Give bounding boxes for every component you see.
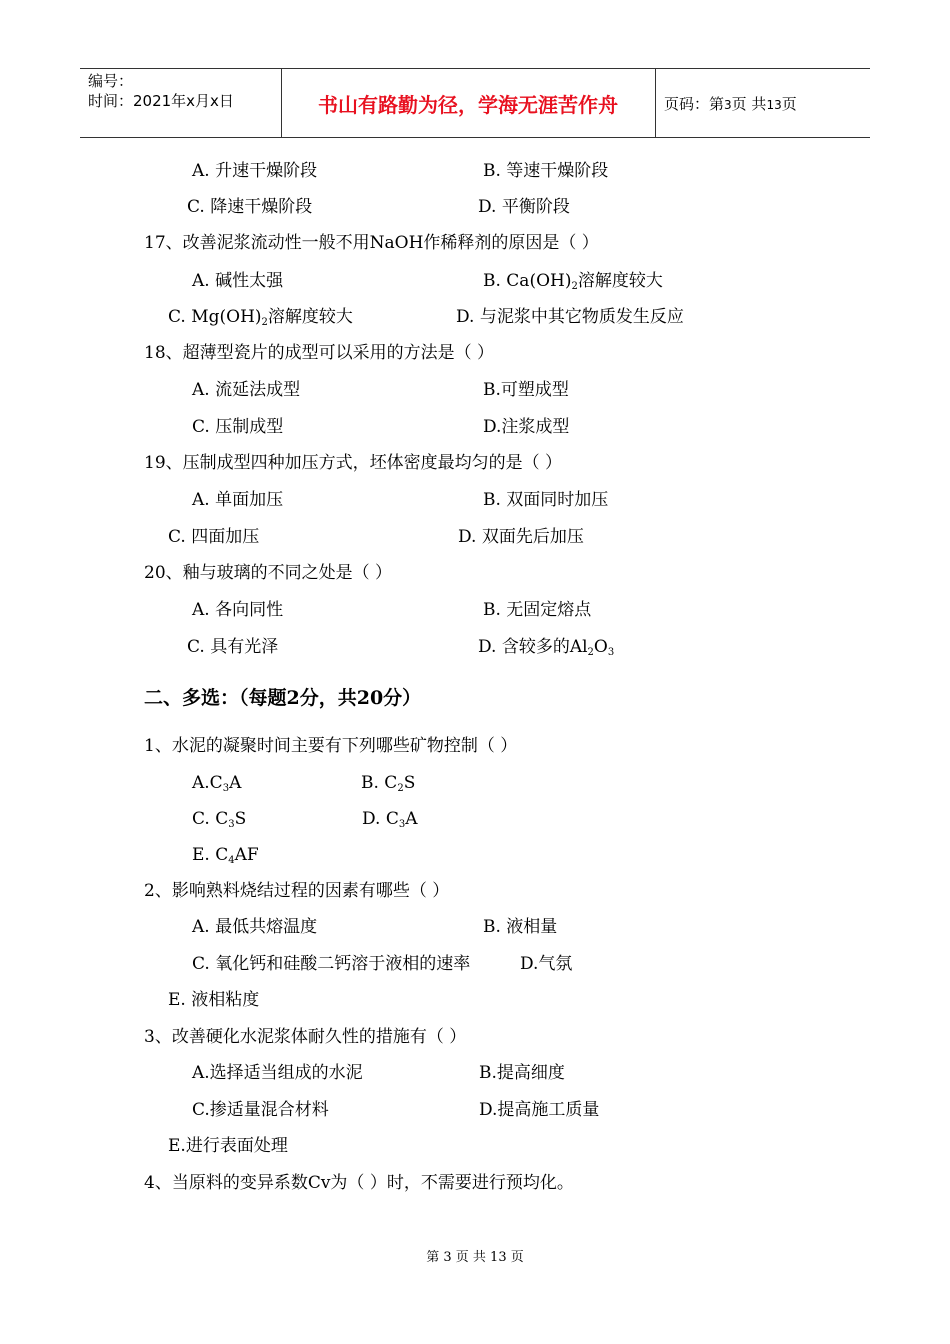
- m3-option-a: A.选择适当组成的水泥: [192, 1063, 363, 1083]
- m2-option-d: D.气氛: [520, 954, 573, 974]
- header-page-info: [664, 93, 797, 114]
- m3-option-d: D.提高施工质量: [479, 1100, 600, 1120]
- page-header: [80, 68, 870, 138]
- m1-option-e: E. $C_4AF$: [192, 845, 259, 866]
- m3-option-c: C.掺适量混合材料: [192, 1100, 329, 1120]
- time-label: 时间：2021年x月x日: [88, 92, 234, 110]
- serial-label: 编号：: [88, 72, 134, 90]
- m3-option-b: B.提高细度: [479, 1063, 565, 1083]
- q20-option-a: A. 各向同性: [192, 600, 284, 620]
- m1-stem: 1、水泥的凝聚时间主要有下列哪些矿物控制（ ）: [144, 736, 518, 756]
- q18-option-b: B.可塑成型: [483, 380, 569, 400]
- q18-option-c: C. 压制成型: [192, 417, 284, 437]
- q19-option-c: C. 四面加压: [168, 527, 260, 547]
- page-mid: 页 共: [731, 95, 767, 113]
- m2-option-e: E. 液相粘度: [168, 990, 260, 1010]
- m2-option-a: A. 最低共熔温度: [192, 917, 318, 937]
- m1-option-b: B. $C_2S$: [361, 773, 416, 794]
- header-divider: [655, 69, 656, 137]
- q20-option-c: C. 具有光泽: [187, 637, 279, 657]
- m2-option-c: C. 氧化钙和硅酸二钙溶于液相的速率: [192, 954, 471, 974]
- m2-stem: 2、影响熟料烧结过程的因素有哪些（ ）: [144, 881, 450, 901]
- m3-option-e: E.进行表面处理: [168, 1136, 288, 1156]
- q20-option-b: B. 无固定熔点: [483, 600, 592, 620]
- page-footer: 第 3 页 共 13 页: [426, 1250, 524, 1265]
- q17-option-b: B. $Ca(OH)_2$溶解度较大: [483, 271, 663, 292]
- page-total: 13: [766, 98, 782, 112]
- page-current: 3: [724, 98, 732, 112]
- header-info: [88, 71, 234, 111]
- m1-option-a: $A.C_3A$: [192, 773, 242, 794]
- q16-option-a: A. 升速干燥阶段: [192, 161, 318, 181]
- q20-stem: 20、釉与玻璃的不同之处是（ ）: [144, 563, 393, 583]
- m3-stem: 3、改善硬化水泥浆体耐久性的措施有（ ）: [144, 1027, 467, 1047]
- q18-stem: 18、超薄型瓷片的成型可以采用的方法是（ ）: [144, 343, 495, 363]
- q18-option-d: D.注浆成型: [483, 417, 570, 437]
- q16-option-b: B. 等速干燥阶段: [483, 161, 609, 181]
- page-prefix: 页码：第: [664, 95, 725, 113]
- q19-option-a: A. 单面加压: [192, 490, 284, 510]
- q16-option-c: C. 降速干燥阶段: [187, 197, 313, 217]
- q16-option-d: D. 平衡阶段: [478, 197, 570, 217]
- m1-option-d: D. $C_3A$: [362, 809, 418, 830]
- q17-stem: 17、改善泥浆流动性一般不用NaOH作稀释剂的原因是（ ）: [144, 233, 599, 253]
- page-suffix: 页: [781, 95, 797, 113]
- section-title-multiple-choice: 二、多选：（每题2分，共20分）: [144, 687, 422, 709]
- m1-option-c: C. $C_3S$: [192, 809, 247, 830]
- q20-option-d: D. 含较多的$Al_2O_3$: [478, 637, 615, 658]
- m4-stem: 4、当原料的变异系数Cv为（ ）时，不需要进行预均化。: [144, 1173, 574, 1193]
- q17-option-a: A. 碱性太强: [192, 271, 284, 291]
- q18-option-a: A. 流延法成型: [192, 380, 301, 400]
- m2-option-b: B. 液相量: [483, 917, 558, 937]
- q19-option-b: B. 双面同时加压: [483, 490, 609, 510]
- q17-option-d: D. 与泥浆中其它物质发生反应: [456, 307, 684, 327]
- header-motto: 书山有路勤为径，学海无涯苦作舟: [318, 92, 618, 117]
- q19-option-d: D. 双面先后加压: [458, 527, 584, 547]
- q19-stem: 19、压制成型四种加压方式，坯体密度最均匀的是（ ）: [144, 453, 563, 473]
- q17-option-c: C. $Mg(OH)_2$溶解度较大: [168, 307, 353, 328]
